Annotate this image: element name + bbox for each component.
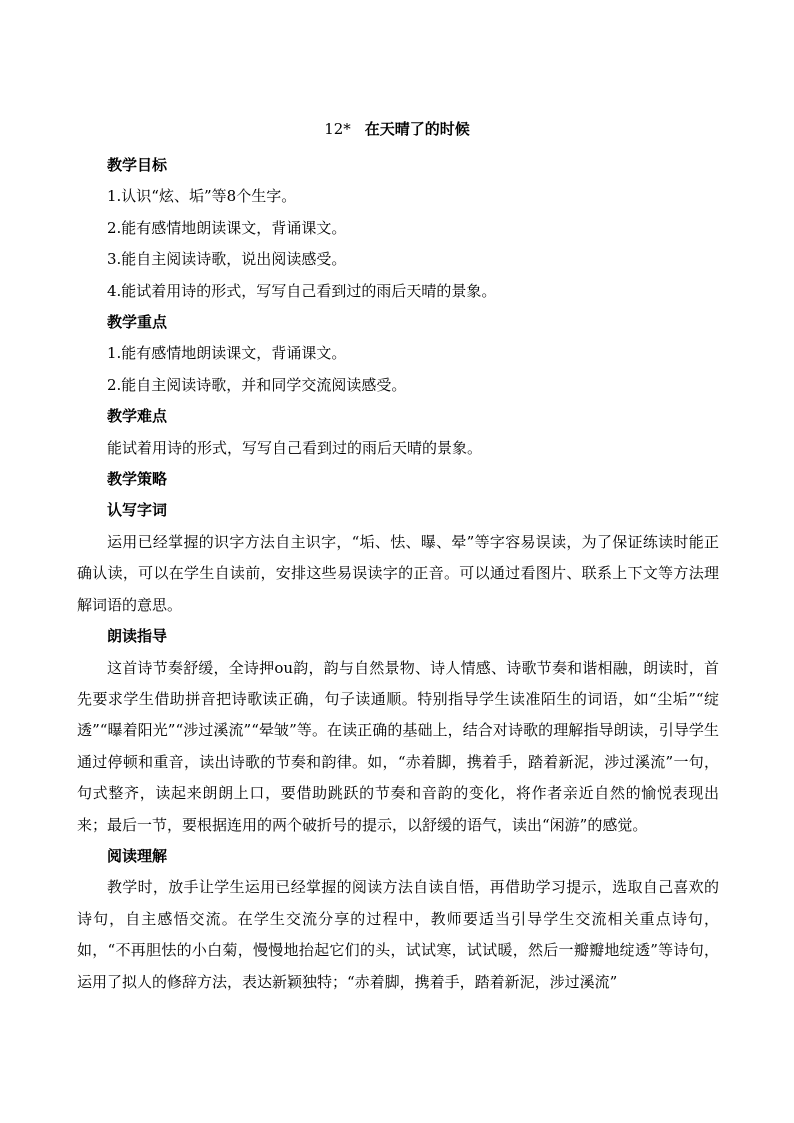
subsection-heading-literacy: 认写字词 (107, 501, 168, 520)
document-body (77, 150, 719, 998)
lesson-title-text: 在天晴了的时候 (364, 120, 470, 138)
difficulty-text: 能试着用诗的形式，写写自己看到过的雨后天晴的景象。 (107, 438, 483, 457)
section-heading-strategy: 教学策略 (107, 470, 168, 489)
goal-item-1: 1.认识“炫、垢”等8个生字。 (107, 187, 297, 206)
lesson-title (0, 118, 794, 140)
focus-item-2: 2.能自主阅读诗歌，并和同学交流阅读感受。 (107, 375, 407, 394)
focus-item-1: 1.能有感情地朗读课文，背诵课文。 (107, 344, 347, 363)
section-heading-focus: 教学重点 (107, 313, 168, 332)
literacy-paragraph: 运用已经掌握的识字方法自主识字，“垢、怯、曝、晕”等字容易误读，为了保证练读时能正确认读，可以在学生自读前，安排这些易误读字的正音。可以通过看图片、联系上下文等方法理解词语的意思。 (77, 532, 719, 614)
comprehension-paragraph: 教学时，放手让学生运用已经掌握的阅读方法自读自悟，再借助学习提示，选取自己喜欢的诗句，自主感悟交流。在学生交流分享的过程中，教师要适当引导学生交流相关重点诗句，如，“不再胆怯的小白菊，慢慢地抬起它们的头，试试寒，试试暖，然后一瓣瓣地绽透”等诗句，运用了拟人的修辞方法，表达新颖独特；“赤着脚，携着手，踏着新泥，涉过溪流” (77, 878, 719, 991)
section-heading-difficulty: 教学难点 (107, 407, 168, 426)
subsection-heading-reading-aloud: 朗读指导 (107, 627, 168, 646)
goal-item-2: 2.能有感情地朗读课文，背诵课文。 (107, 218, 347, 237)
lesson-number: 12* (324, 120, 351, 138)
goal-item-4: 4.能试着用诗的形式，写写自己看到过的雨后天晴的景象。 (107, 281, 497, 300)
reading-aloud-paragraph: 这首诗节奏舒缓，全诗押ou韵，韵与自然景物、诗人情感、诗歌节奏和谐相融，朗读时，首先要求学生借助拼音把诗歌读正确，句子读通顺。特别指导学生读准陌生的词语，如“尘垢”“绽透”“曝着阳光”“涉过溪流”“晕皱”等。在读正确的基础上，结合对诗歌的理解指导朗读，引导学生通过停顿和重音，读出诗歌的节奏和韵律。如，“赤着脚，携着手，踏着新泥，涉过溪流”一句，句式整齐，读起来朗朗上口，要借助跳跃的节奏和音韵的变化，将作者亲近自然的愉悦表现出来；最后一节，要根据连用的两个破折号的提示，以舒缓的语气，读出“闲游”的感觉。 (77, 658, 719, 834)
goal-item-3: 3.能自主阅读诗歌，说出阅读感受。 (107, 250, 347, 269)
section-heading-goals: 教学目标 (107, 156, 168, 174)
subsection-heading-comprehension: 阅读理解 (107, 846, 168, 865)
